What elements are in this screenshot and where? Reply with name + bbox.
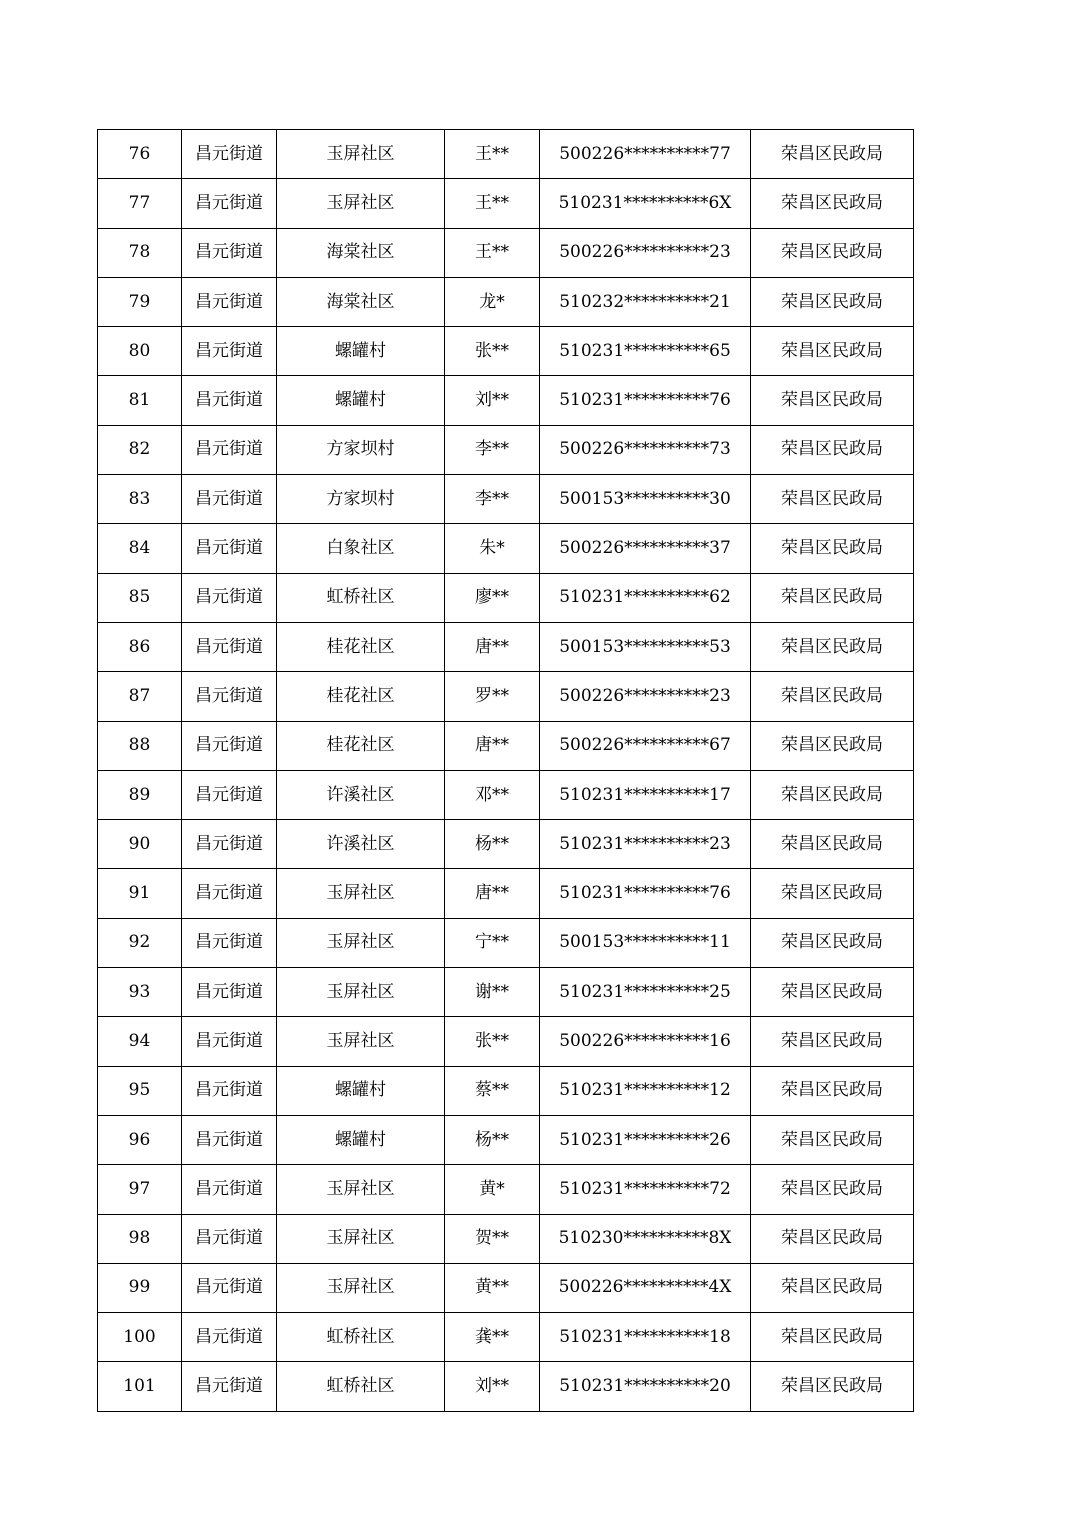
name-cell: 刘** [445, 1362, 540, 1411]
name-cell: 廖** [445, 573, 540, 622]
id-number-cell: 500226**********77 [540, 130, 751, 179]
table-row [98, 228, 914, 277]
table-row [98, 622, 914, 671]
name-cell: 唐** [445, 622, 540, 671]
department-cell: 荣昌区民政局 [751, 1214, 914, 1263]
community-cell: 虹桥社区 [277, 573, 445, 622]
name-cell: 黄** [445, 1263, 540, 1312]
name-cell: 朱* [445, 524, 540, 573]
row-number-cell: 88 [98, 721, 182, 770]
table-row [98, 327, 914, 376]
records-table-body [98, 130, 914, 1412]
id-number-cell: 510231**********26 [540, 1115, 751, 1164]
department-cell: 荣昌区民政局 [751, 327, 914, 376]
name-cell: 刘** [445, 376, 540, 425]
table-row [98, 1263, 914, 1312]
table-row [98, 1115, 914, 1164]
records-table [97, 129, 914, 1412]
row-number-cell: 80 [98, 327, 182, 376]
name-cell: 谢** [445, 968, 540, 1017]
department-cell: 荣昌区民政局 [751, 1165, 914, 1214]
table-row [98, 130, 914, 179]
name-cell: 宁** [445, 918, 540, 967]
id-number-cell: 510231**********12 [540, 1066, 751, 1115]
row-number-cell: 85 [98, 573, 182, 622]
id-number-cell: 500226**********37 [540, 524, 751, 573]
row-number-cell: 87 [98, 672, 182, 721]
table-row [98, 1362, 914, 1411]
department-cell: 荣昌区民政局 [751, 376, 914, 425]
row-number-cell: 95 [98, 1066, 182, 1115]
community-cell: 玉屏社区 [277, 1263, 445, 1312]
street-cell: 昌元街道 [182, 1362, 277, 1411]
name-cell: 李** [445, 475, 540, 524]
community-cell: 虹桥社区 [277, 1313, 445, 1362]
row-number-cell: 90 [98, 820, 182, 869]
department-cell: 荣昌区民政局 [751, 770, 914, 819]
community-cell: 螺罐村 [277, 1066, 445, 1115]
id-number-cell: 510231**********65 [540, 327, 751, 376]
street-cell: 昌元街道 [182, 524, 277, 573]
row-number-cell: 92 [98, 918, 182, 967]
street-cell: 昌元街道 [182, 672, 277, 721]
id-number-cell: 500226**********4X [540, 1263, 751, 1312]
table-row [98, 524, 914, 573]
community-cell: 白象社区 [277, 524, 445, 573]
name-cell: 张** [445, 1017, 540, 1066]
row-number-cell: 81 [98, 376, 182, 425]
department-cell: 荣昌区民政局 [751, 672, 914, 721]
id-number-cell: 510230**********8X [540, 1214, 751, 1263]
table-row [98, 277, 914, 326]
name-cell: 邓** [445, 770, 540, 819]
department-cell: 荣昌区民政局 [751, 721, 914, 770]
name-cell: 罗** [445, 672, 540, 721]
street-cell: 昌元街道 [182, 622, 277, 671]
community-cell: 玉屏社区 [277, 1017, 445, 1066]
department-cell: 荣昌区民政局 [751, 228, 914, 277]
street-cell: 昌元街道 [182, 1066, 277, 1115]
row-number-cell: 83 [98, 475, 182, 524]
community-cell: 玉屏社区 [277, 869, 445, 918]
table-row [98, 425, 914, 474]
street-cell: 昌元街道 [182, 573, 277, 622]
name-cell: 王** [445, 179, 540, 228]
community-cell: 海棠社区 [277, 277, 445, 326]
id-number-cell: 510232**********21 [540, 277, 751, 326]
department-cell: 荣昌区民政局 [751, 277, 914, 326]
community-cell: 桂花社区 [277, 721, 445, 770]
department-cell: 荣昌区民政局 [751, 918, 914, 967]
id-number-cell: 510231**********25 [540, 968, 751, 1017]
row-number-cell: 86 [98, 622, 182, 671]
table-row [98, 672, 914, 721]
street-cell: 昌元街道 [182, 130, 277, 179]
street-cell: 昌元街道 [182, 770, 277, 819]
id-number-cell: 500153**********53 [540, 622, 751, 671]
community-cell: 玉屏社区 [277, 179, 445, 228]
id-number-cell: 510231**********76 [540, 376, 751, 425]
name-cell: 王** [445, 130, 540, 179]
id-number-cell: 500153**********30 [540, 475, 751, 524]
street-cell: 昌元街道 [182, 721, 277, 770]
community-cell: 许溪社区 [277, 820, 445, 869]
name-cell: 黄* [445, 1165, 540, 1214]
community-cell: 螺罐村 [277, 1115, 445, 1164]
name-cell: 唐** [445, 721, 540, 770]
row-number-cell: 98 [98, 1214, 182, 1263]
community-cell: 玉屏社区 [277, 130, 445, 179]
id-number-cell: 500226**********23 [540, 672, 751, 721]
name-cell: 贺** [445, 1214, 540, 1263]
table-row [98, 573, 914, 622]
name-cell: 龙* [445, 277, 540, 326]
row-number-cell: 82 [98, 425, 182, 474]
id-number-cell: 510231**********72 [540, 1165, 751, 1214]
row-number-cell: 91 [98, 869, 182, 918]
community-cell: 玉屏社区 [277, 968, 445, 1017]
street-cell: 昌元街道 [182, 869, 277, 918]
department-cell: 荣昌区民政局 [751, 1115, 914, 1164]
department-cell: 荣昌区民政局 [751, 820, 914, 869]
street-cell: 昌元街道 [182, 425, 277, 474]
row-number-cell: 93 [98, 968, 182, 1017]
name-cell: 杨** [445, 1115, 540, 1164]
street-cell: 昌元街道 [182, 1214, 277, 1263]
id-number-cell: 510231**********20 [540, 1362, 751, 1411]
row-number-cell: 84 [98, 524, 182, 573]
community-cell: 玉屏社区 [277, 1165, 445, 1214]
department-cell: 荣昌区民政局 [751, 1362, 914, 1411]
department-cell: 荣昌区民政局 [751, 622, 914, 671]
name-cell: 杨** [445, 820, 540, 869]
id-number-cell: 500226**********23 [540, 228, 751, 277]
street-cell: 昌元街道 [182, 1313, 277, 1362]
street-cell: 昌元街道 [182, 179, 277, 228]
row-number-cell: 97 [98, 1165, 182, 1214]
table-row [98, 475, 914, 524]
row-number-cell: 76 [98, 130, 182, 179]
id-number-cell: 510231**********17 [540, 770, 751, 819]
table-row [98, 721, 914, 770]
street-cell: 昌元街道 [182, 1017, 277, 1066]
id-number-cell: 500226**********73 [540, 425, 751, 474]
name-cell: 蔡** [445, 1066, 540, 1115]
id-number-cell: 500226**********67 [540, 721, 751, 770]
name-cell: 张** [445, 327, 540, 376]
department-cell: 荣昌区民政局 [751, 1263, 914, 1312]
community-cell: 螺罐村 [277, 327, 445, 376]
row-number-cell: 96 [98, 1115, 182, 1164]
street-cell: 昌元街道 [182, 1115, 277, 1164]
id-number-cell: 500153**********11 [540, 918, 751, 967]
department-cell: 荣昌区民政局 [751, 524, 914, 573]
name-cell: 唐** [445, 869, 540, 918]
id-number-cell: 510231**********76 [540, 869, 751, 918]
street-cell: 昌元街道 [182, 918, 277, 967]
department-cell: 荣昌区民政局 [751, 573, 914, 622]
department-cell: 荣昌区民政局 [751, 425, 914, 474]
department-cell: 荣昌区民政局 [751, 179, 914, 228]
row-number-cell: 94 [98, 1017, 182, 1066]
table-row [98, 1017, 914, 1066]
department-cell: 荣昌区民政局 [751, 130, 914, 179]
row-number-cell: 78 [98, 228, 182, 277]
department-cell: 荣昌区民政局 [751, 869, 914, 918]
department-cell: 荣昌区民政局 [751, 1017, 914, 1066]
street-cell: 昌元街道 [182, 1165, 277, 1214]
community-cell: 桂花社区 [277, 672, 445, 721]
row-number-cell: 79 [98, 277, 182, 326]
street-cell: 昌元街道 [182, 277, 277, 326]
name-cell: 龚** [445, 1313, 540, 1362]
row-number-cell: 77 [98, 179, 182, 228]
street-cell: 昌元街道 [182, 475, 277, 524]
community-cell: 方家坝村 [277, 475, 445, 524]
community-cell: 玉屏社区 [277, 918, 445, 967]
table-row [98, 1313, 914, 1362]
row-number-cell: 100 [98, 1313, 182, 1362]
street-cell: 昌元街道 [182, 968, 277, 1017]
id-number-cell: 510231**********6X [540, 179, 751, 228]
community-cell: 方家坝村 [277, 425, 445, 474]
table-row [98, 179, 914, 228]
row-number-cell: 89 [98, 770, 182, 819]
table-row [98, 1066, 914, 1115]
street-cell: 昌元街道 [182, 376, 277, 425]
table-row [98, 918, 914, 967]
community-cell: 桂花社区 [277, 622, 445, 671]
department-cell: 荣昌区民政局 [751, 475, 914, 524]
street-cell: 昌元街道 [182, 1263, 277, 1312]
id-number-cell: 500226**********16 [540, 1017, 751, 1066]
street-cell: 昌元街道 [182, 327, 277, 376]
id-number-cell: 510231**********23 [540, 820, 751, 869]
name-cell: 李** [445, 425, 540, 474]
table-row [98, 1214, 914, 1263]
community-cell: 虹桥社区 [277, 1362, 445, 1411]
community-cell: 海棠社区 [277, 228, 445, 277]
table-row [98, 820, 914, 869]
department-cell: 荣昌区民政局 [751, 1066, 914, 1115]
table-row [98, 968, 914, 1017]
community-cell: 螺罐村 [277, 376, 445, 425]
table-row [98, 1165, 914, 1214]
table-row [98, 869, 914, 918]
department-cell: 荣昌区民政局 [751, 1313, 914, 1362]
name-cell: 王** [445, 228, 540, 277]
department-cell: 荣昌区民政局 [751, 968, 914, 1017]
street-cell: 昌元街道 [182, 820, 277, 869]
row-number-cell: 99 [98, 1263, 182, 1312]
community-cell: 玉屏社区 [277, 1214, 445, 1263]
table-row [98, 376, 914, 425]
id-number-cell: 510231**********62 [540, 573, 751, 622]
row-number-cell: 101 [98, 1362, 182, 1411]
id-number-cell: 510231**********18 [540, 1313, 751, 1362]
table-row [98, 770, 914, 819]
community-cell: 许溪社区 [277, 770, 445, 819]
street-cell: 昌元街道 [182, 228, 277, 277]
